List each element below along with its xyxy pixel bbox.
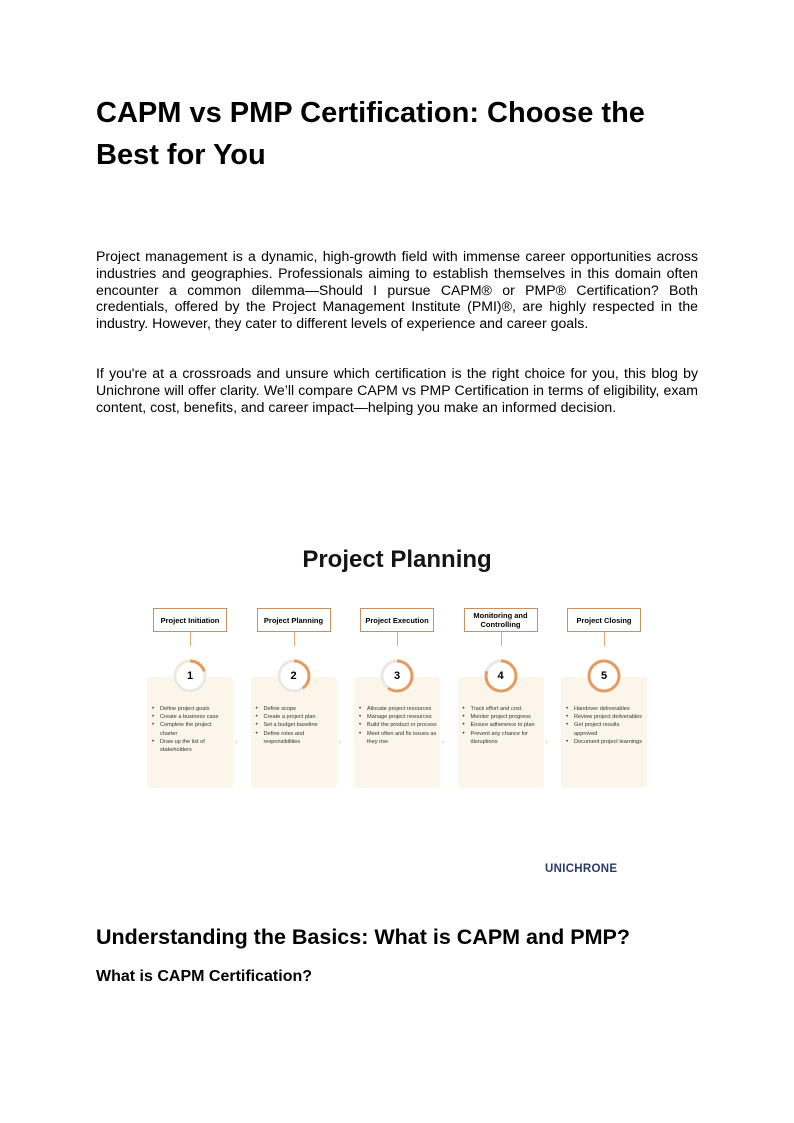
task-item: • Complete the project charter bbox=[150, 721, 230, 737]
task-item: • Define project goals bbox=[150, 705, 230, 713]
step-task-list-2 bbox=[254, 705, 334, 746]
step-progress-ring-4 bbox=[483, 658, 519, 694]
blog-purpose-paragraph: If you're at a crossroads and unsure which certification is the right choice for you, this blog by Unichrone will offer clarity. We’ll compare CAPM vs PMP Certification in terms of eligibility, exam content, cost, benefits, and career impact—helping you make an informed decision. bbox=[96, 365, 698, 415]
project-planning-infographic bbox=[142, 540, 652, 880]
chevron-right-icon: › bbox=[235, 739, 238, 746]
task-item: • Prevent any chance for disruptions bbox=[461, 730, 541, 746]
task-item: • Define roles and responsibilities bbox=[254, 730, 334, 746]
step-number-2: 2 bbox=[290, 670, 297, 682]
step-label-2: Project Planning bbox=[257, 608, 331, 632]
step-progress-ring-5 bbox=[586, 658, 622, 694]
task-item: • Monitor project progress bbox=[461, 713, 541, 721]
task-item: • Set a budget baseline bbox=[254, 721, 334, 729]
step-label-1: Project Initiation bbox=[153, 608, 227, 632]
chevron-right-icon: › bbox=[338, 739, 341, 746]
sub-heading: What is CAPM Certification? bbox=[96, 968, 313, 985]
step-label-3: Project Execution bbox=[360, 608, 434, 632]
connector-line bbox=[294, 632, 295, 646]
step-number-5: 5 bbox=[600, 670, 608, 682]
task-item: • Draw up the list of stakeholders bbox=[150, 738, 230, 754]
chevron-right-icon: › bbox=[545, 739, 548, 746]
step-label-4: Monitoring and Controlling bbox=[464, 608, 538, 632]
task-item: • Track effort and cost bbox=[461, 705, 541, 713]
step-progress-ring-2 bbox=[276, 658, 312, 694]
connector-line bbox=[190, 632, 191, 646]
step-progress-ring-3 bbox=[379, 658, 415, 694]
task-item: • Get project results approved bbox=[564, 721, 644, 737]
step-task-list-5 bbox=[564, 705, 644, 746]
task-item: • Create a business case bbox=[150, 713, 230, 721]
task-item: • Build the product or process bbox=[357, 721, 437, 729]
intro-paragraph: Project management is a dynamic, high-growth field with immense career opportunities across industries and geographies. Professionals aiming to establish themselves in this domain often encounter a common dilemma—Should I pursue CAPM® or PMP® Certification? Both credentials, offered by the Project Management Institute (PMI)®, are highly respected in the industry. However, they cater to different levels of experience and career goals. bbox=[96, 248, 698, 332]
task-item: • Manage project resources bbox=[357, 713, 437, 721]
task-item: • Review project deliverables bbox=[564, 713, 644, 721]
task-item: • Define scope bbox=[254, 705, 334, 713]
task-item: • Create a project plan bbox=[254, 713, 334, 721]
connector-line bbox=[604, 632, 605, 646]
step-label-5: Project Closing bbox=[567, 608, 641, 632]
infographic-title: Project Planning bbox=[302, 546, 492, 573]
task-item: • Handover deliverables bbox=[564, 705, 644, 713]
task-item: • Document project learnings bbox=[564, 738, 644, 746]
step-task-list-3 bbox=[357, 705, 437, 746]
page-title: CAPM vs PMP Certification: Choose the Best for You bbox=[96, 97, 645, 171]
connector-line bbox=[397, 632, 398, 646]
step-task-list-4 bbox=[461, 705, 541, 746]
task-item: • Meet often and fix issues as they rise bbox=[357, 730, 437, 746]
step-number-3: 3 bbox=[393, 670, 401, 682]
step-progress-ring-1 bbox=[172, 658, 208, 694]
step-task-list-1 bbox=[150, 705, 230, 754]
section-heading: Understanding the Basics: What is CAPM and PMP? bbox=[96, 925, 630, 949]
unichrone-logo: UNICHRONE bbox=[545, 863, 618, 875]
chevron-right-icon: › bbox=[442, 739, 445, 746]
task-item: • Allocate project resources bbox=[357, 705, 437, 713]
step-number-4: 4 bbox=[497, 670, 504, 682]
connector-line bbox=[501, 632, 502, 646]
task-item: • Ensure adherence to plan bbox=[461, 721, 541, 729]
step-number-1: 1 bbox=[186, 670, 194, 682]
